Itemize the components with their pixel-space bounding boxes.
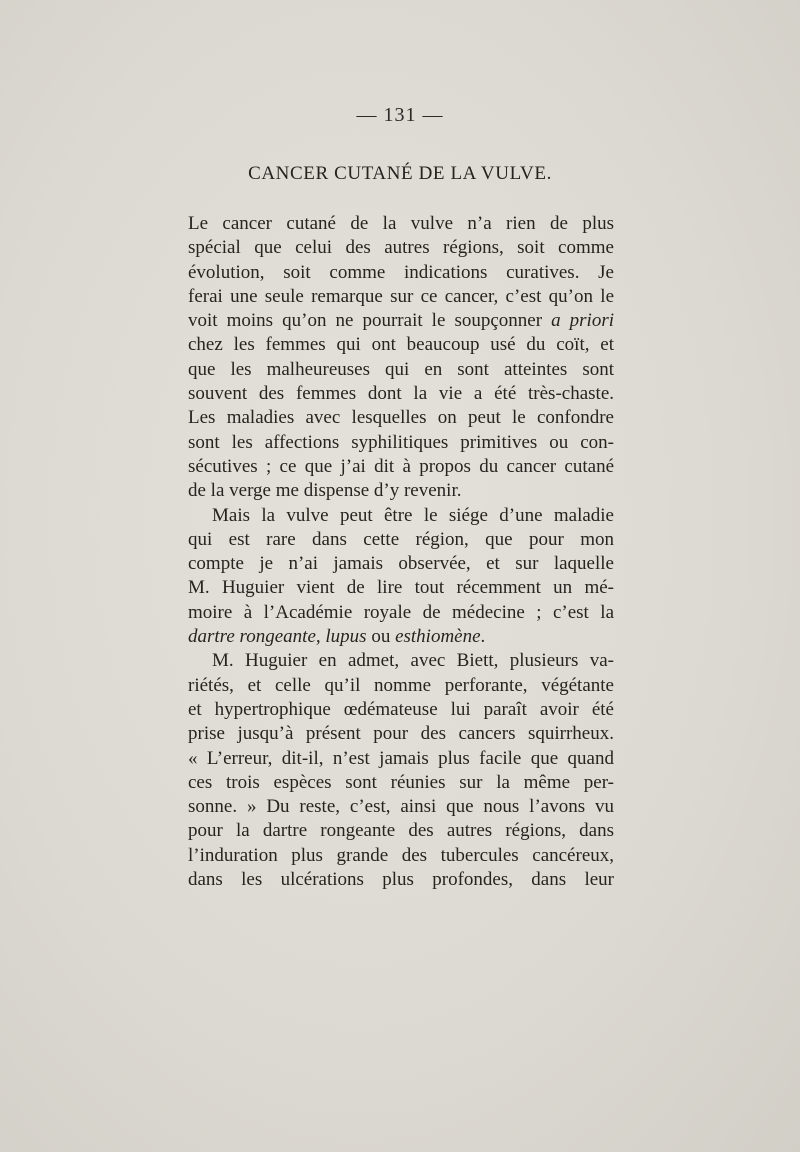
text-line: Le cancer cutané de la vulve n’a rien de plus xyxy=(188,213,614,234)
text-line xyxy=(188,309,614,333)
text-line: que les malheureuses qui en sont atteintes sont xyxy=(188,358,614,380)
text-run: voit moins qu’on ne pourrait le soupçonner xyxy=(188,310,552,332)
text-line: qui est rare dans cette région, que pour mon xyxy=(188,528,614,550)
text-run: . xyxy=(480,626,486,648)
text-line: dans les ulcérations plus profondes, dans leur xyxy=(188,869,614,891)
text-line: évolution, soit comme indications curatives. Je xyxy=(188,261,614,283)
italic-run: a priori xyxy=(551,310,614,332)
text-line: riétés, et celle qu’il nomme perforante, végétante xyxy=(188,674,614,696)
text-line xyxy=(188,625,614,649)
text-line: « L’erreur, dit-il, n’est jamais plus facile que quand xyxy=(188,747,614,769)
page-number: — 131 — xyxy=(356,104,444,126)
text-run: ou xyxy=(366,626,396,648)
text-line: moire à l’Académie royale de médecine ; c’est la xyxy=(188,601,614,623)
text-line: chez les femmes qui ont beaucoup usé du coït, et xyxy=(188,334,614,356)
text-line: ferai une seule remarque sur ce cancer, c’est qu’on le xyxy=(188,285,614,307)
text-line: sécutives ; ce que j’ai dit à propos du cancer cutané xyxy=(188,455,614,477)
text-line: de la verge me dispense d’y revenir. xyxy=(188,480,462,502)
text-line: sont les affections syphilitiques primitives ou con- xyxy=(188,431,614,453)
text-line: pour la dartre rongeante des autres régions, dans xyxy=(188,820,614,842)
body-text xyxy=(188,212,614,892)
text-line: Les maladies avec lesquelles on peut le confondre xyxy=(188,407,614,429)
text-line: Mais la vulve peut être le siége d’une maladie xyxy=(212,504,614,526)
text-line: compte je n’ai jamais observée, et sur laquelle xyxy=(188,553,614,575)
text-line: spécial que celui des autres régions, soit comme xyxy=(188,237,614,259)
text-line: l’induration plus grande des tubercules cancéreux, xyxy=(188,844,614,866)
text-line: M. Huguier en admet, avec Biett, plusieurs va- xyxy=(212,650,614,672)
italic-run: dartre rongeante, lupus xyxy=(188,626,367,648)
text-line: M. Huguier vient de lire tout récemment un mé- xyxy=(188,577,614,599)
italic-run: esthiomène xyxy=(395,626,481,648)
text-line: sonne. » Du reste, c’est, ainsi que nous l’avons vu xyxy=(188,796,614,818)
text-line: ces trois espèces sont réunies sur la même per- xyxy=(188,771,614,793)
text-line: prise jusqu’à présent pour des cancers squirrheux. xyxy=(188,723,614,745)
text-line: et hypertrophique œdémateuse lui paraît avoir été xyxy=(188,698,614,720)
text-line: souvent des femmes dont la vie a été très-chaste. xyxy=(188,383,614,405)
section-title: CANCER CUTANÉ DE LA VULVE. xyxy=(248,163,552,184)
